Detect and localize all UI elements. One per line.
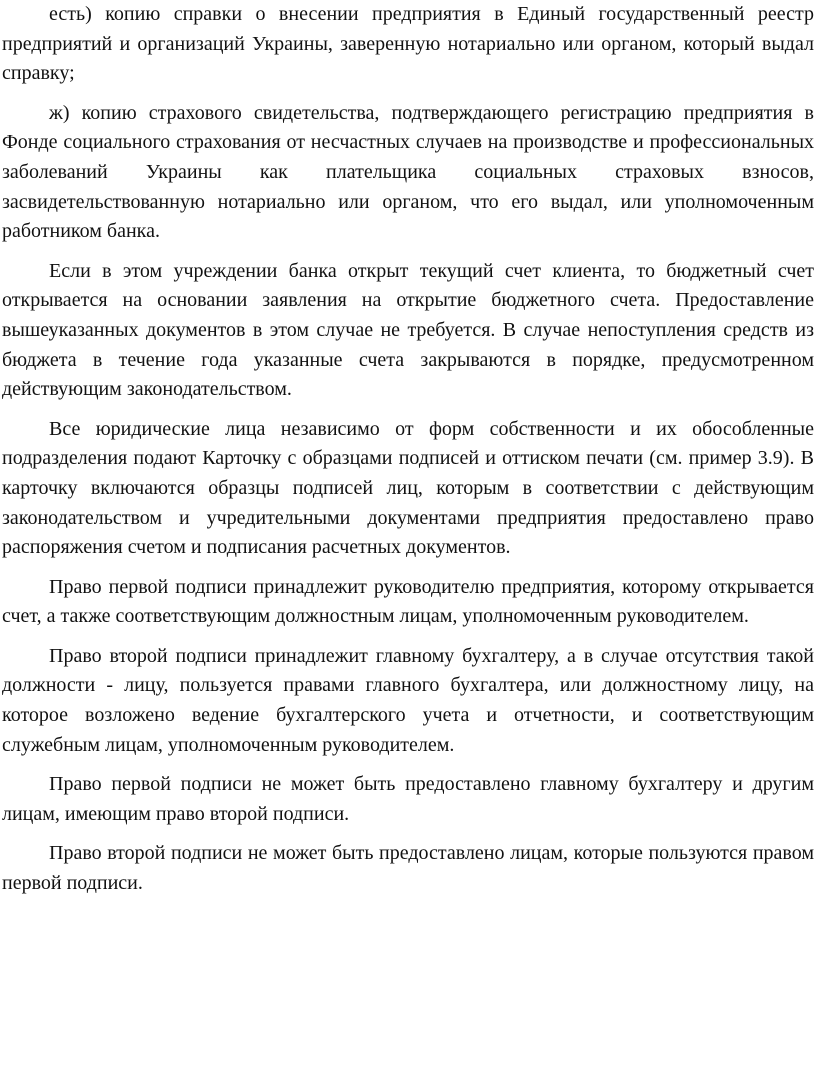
- paragraph-signature-card: Все юридические лица независимо от форм собственности и их обособленные подразделения подают Карточку с образцами подписей и оттиском печати (см. пример 3.9). В карточку включаются образцы подписей лиц, которым в соответствии с действующим законодательством и учредительными документами предприятия предоставлено право распоряжения счетом и подписания расчетных документов.: [2, 417, 814, 559]
- paragraph-item-zh-insurance-certificate: ж) копию страхового свидетельства, подтверждающего регистрацию предприятия в Фонде социального страхования от несчастных случаев на производстве и профессиональных заболеваний Украины как плательщика социальных страховых взносов, засвидетельствованную нотариально или органом, что его выдал, или уполномоченным работником банка.: [2, 101, 814, 243]
- paragraph-second-signature-right: Право второй подписи принадлежит главному бухгалтеру, а в случае отсутствия такой должности - лицу, пользуется правами главного бухгалтера, или должностному лицу, на которое возложено ведение бухгалтерского учета и отчетности, и соответствующим служебным лицам, уполномоченным руководителем.: [2, 644, 814, 756]
- paragraph-budget-account-opening: Если в этом учреждении банка открыт текущий счет клиента, то бюджетный счет открывается на основании заявления на открытие бюджетного счета. Предоставление вышеуказанных документов в этом случае не требуется. В случае непоступления средств из бюджета в течение года указанные счета закрываются в порядке, предусмотренном действующим законодательством.: [2, 259, 814, 401]
- paragraph-item-e-registry-certificate: есть) копию справки о внесении предприятия в Единый государственный реестр предприятий и организаций Украины, заверенную нотариально или органом, который выдал справку;: [2, 3, 814, 85]
- paragraph-second-signature-restriction: Право второй подписи не может быть предоставлено лицам, которые пользуются правом первой подписи.: [2, 842, 814, 895]
- paragraph-first-signature-right: Право первой подписи принадлежит руководителю предприятия, которому открывается счет, а также соответствующим должностным лицам, уполномоченным руководителем.: [2, 575, 814, 628]
- paragraph-first-signature-restriction: Право первой подписи не может быть предоставлено главному бухгалтеру и другим лицам, имеющим право второй подписи.: [2, 773, 814, 825]
